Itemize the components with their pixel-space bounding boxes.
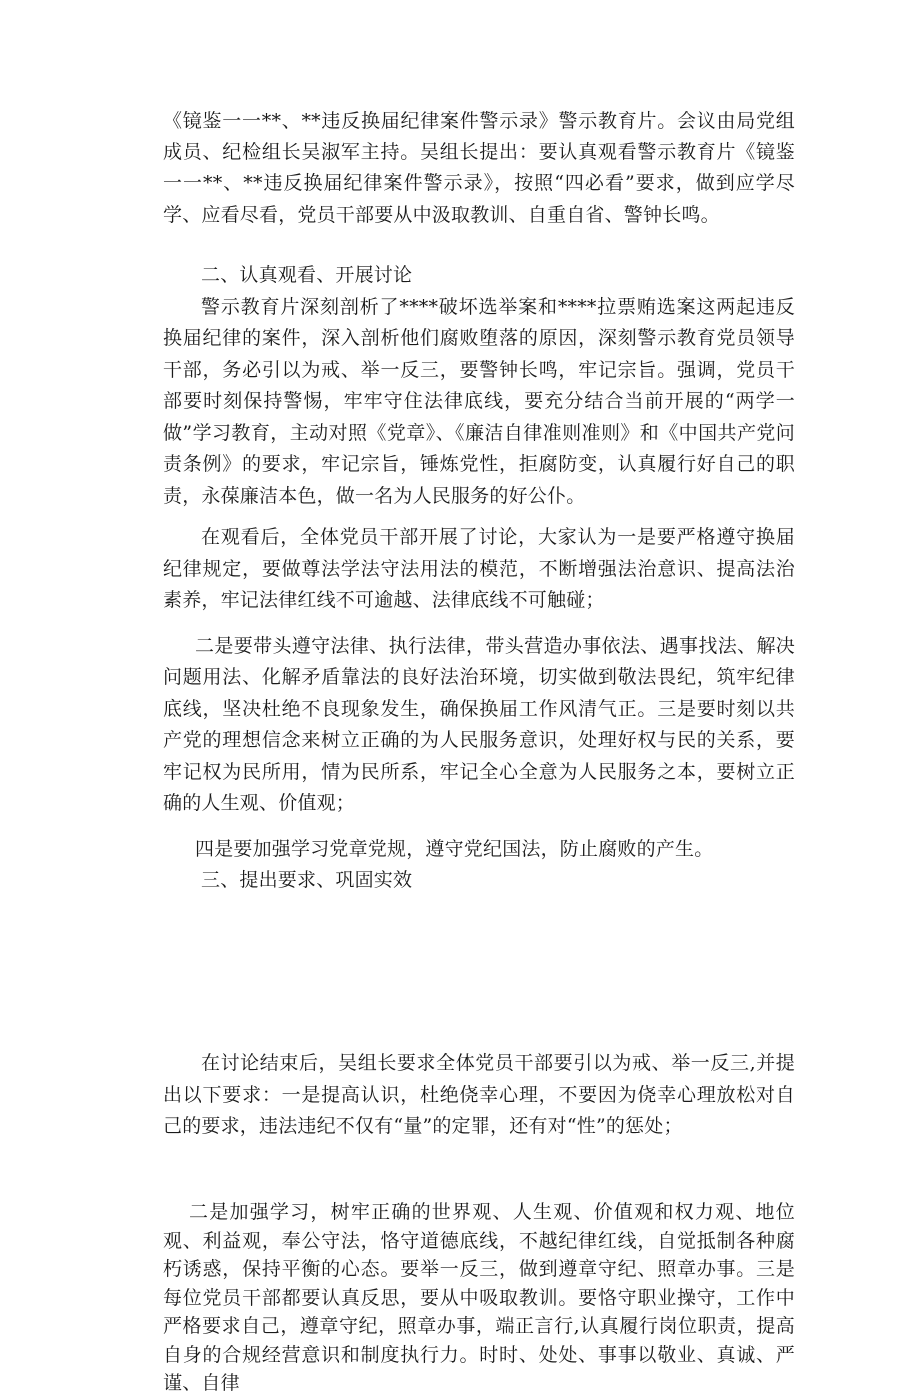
text-block-section-two [163,260,795,897]
paragraph-intro: 《镜鉴一一**、**违反换届纪律案件警示录》警示教育片。会议由局党组成员、纪检组长吴淑军主持。吴组长提出：要认真观看警示教育片《镜鉴一一**、**违反换届纪律案件警示录》，按照“四必看”要求，做到应学尽学、应看尽看，党员干部要从中汲取教训、自重自省、警钟长鸣。 [163,110,795,226]
paragraph-point-two: 二是要带头遵守法律、执行法律，带头营造办事依法、遇事找法、解决问题用法、化解矛盾靠法的良好法治环境，切实做到敬法畏纪，筑牢纪律底线，坚决杜绝不良现象发生，确保换届工作风清气正。三是要时刻以共产党的理想信念来树立正确的为人民服务意识，处理好权与民的关系，要牢记权为民所用，情为民所系，牢记全心全意为人民服务之本，要树立正确的人生观、价值观； [163,634,795,814]
paragraph-point-four: 四是要加强学习党章党规，遵守党纪国法，防止腐败的产生。 [195,837,714,860]
section-heading-two: 二、认真观看、开展讨论 [201,264,413,286]
text-block-intro [163,106,795,231]
paragraph-discussion: 在观看后，全体党员干部开展了讨论，大家认为一是要严格遵守换届纪律规定，要做尊法学法守法用法的模范，不断增强法治意识、提高法治素养，牢记法律红线不可逾越、法律底线不可触碰； [163,526,795,611]
text-block-study [163,1198,795,1398]
paragraph-requirements: 在讨论结束后，吴组长要求全体党员干部要引以为戒、举一反三,并提出以下要求：一是提高认识，杜绝侥幸心理，不要因为侥幸心理放松对自己的要求，违法违纪不仅有“量”的定罪，还有对“性”的惩处； [163,1052,795,1137]
text-block-requirements [163,1048,795,1143]
paragraph-study: 二是加强学习，树牢正确的世界观、人生观、价值观和权力观、地位观、利益观，奉公守法，恪守道德底线，不越纪律红线，自觉抵制各种腐朽诱惑，保持平衡的心态。要举一反三，做到遵章守纪、照章办事。三是每位党员干部都要认真反思，要从中吸取教训。要恪守职业操守，工作中严格要求自己，遵章守纪，照章办事，端正言行,认真履行岗位职责，提高自身的合规经营意识和制度执行力。时时、处处、事事以敬业、真诚、严谨、自律 [163,1201,795,1394]
paragraph-film-analysis: 警示教育片深刻剖析了****破坏选举案和****拉票贿选案这两起违反换届纪律的案件，深入剖析他们腐败堕落的原因，深刻警示教育党员领导干部，务必引以为戒、举一反三，要警钟长鸣，牢记宗旨。强调，党员干部要时刻保持警惕，牢牢守住法律底线，要充分结合当前开展的“两学一做”学习教育，主动对照《党章》、《廉洁自律准则准则》和《中国共产党问责条例》的要求，牢记宗旨，锤炼党性，拒腐防变，认真履行好自己的职责，永葆廉洁本色，做一名为人民服务的好公仆。 [163,295,795,507]
section-heading-three: 三、提出要求、巩固实效 [201,869,413,891]
